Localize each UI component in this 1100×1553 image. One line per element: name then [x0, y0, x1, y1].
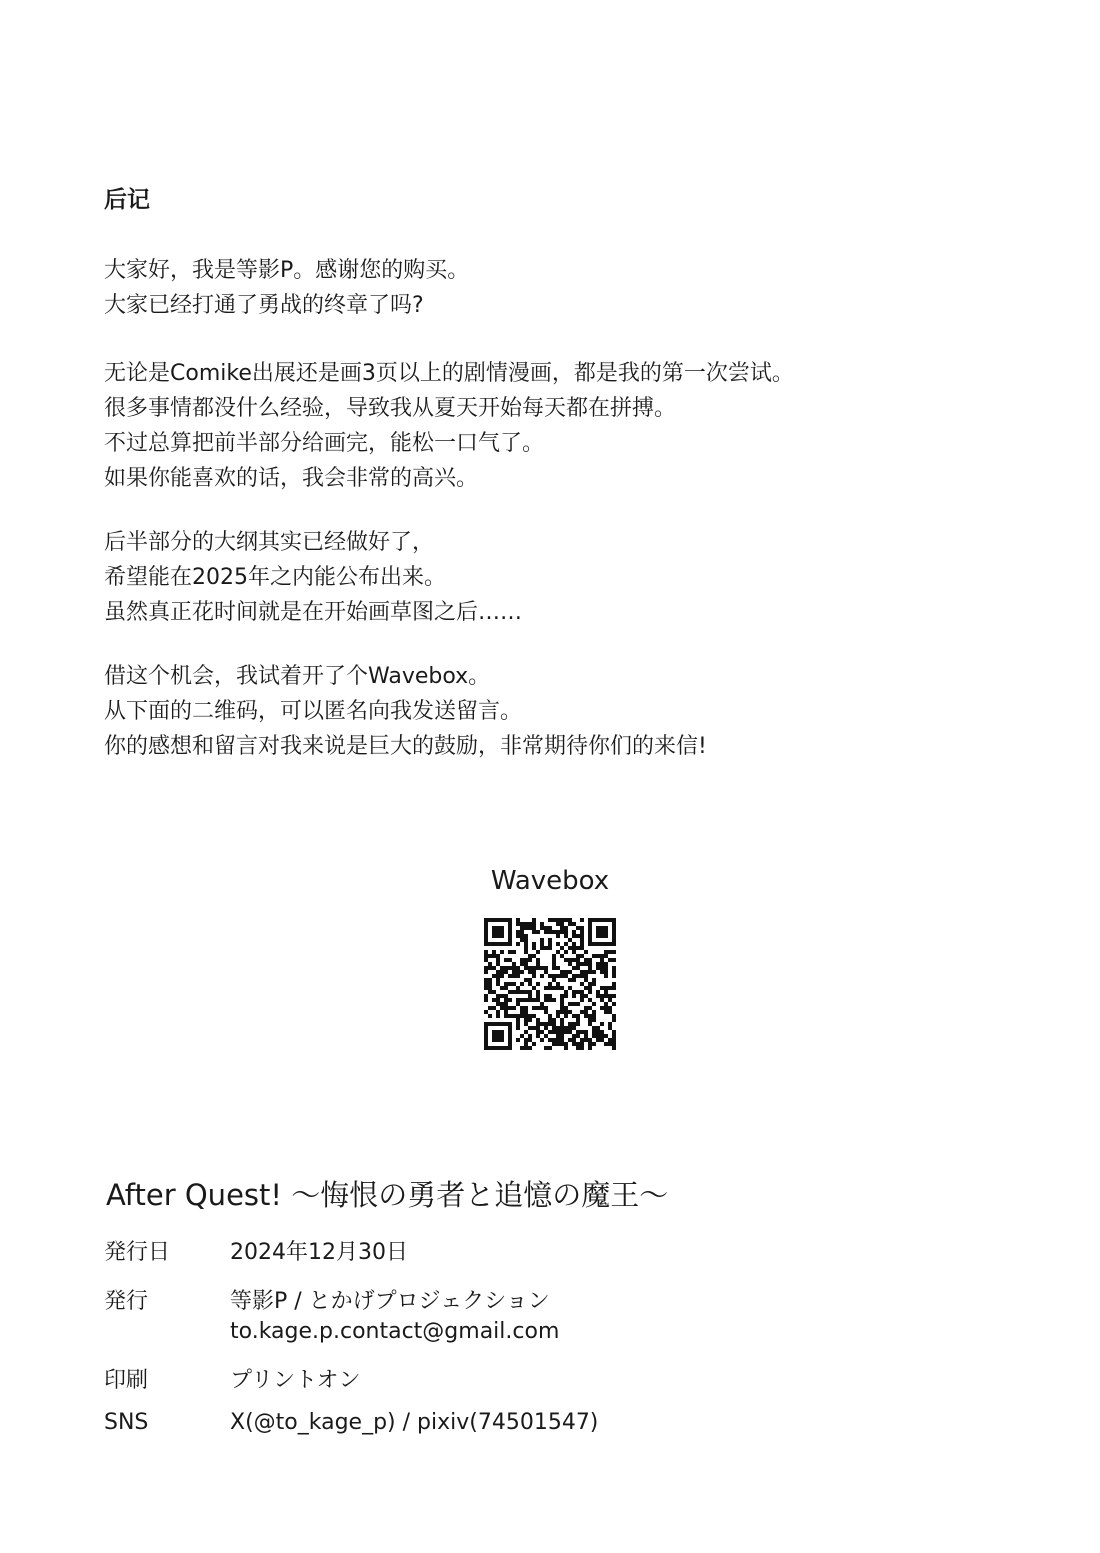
colophon-label: SNS [104, 1410, 149, 1435]
afterword-line: 借这个机会，我试着开了个Wavebox。 [104, 664, 491, 689]
colophon-title: After Quest! 〜悔恨の勇者と追憶の魔王〜 [106, 1178, 669, 1212]
afterword-line: 从下面的二维码，可以匿名向我发送留言。 [104, 699, 523, 724]
qr-label: Wavebox [490, 866, 610, 896]
afterword-line: 大家好，我是等影P。感谢您的购买。 [104, 258, 470, 283]
afterword-line: 希望能在2025年之内能公布出来。 [104, 565, 446, 590]
afterword-line: 你的感想和留言对我来说是巨大的鼓励，非常期待你们的来信! [104, 734, 707, 759]
afterword-line: 后半部分的大纲其实已经做好了， [104, 530, 435, 555]
publisher-name: 等影P / とかげプロジェクション [230, 1289, 550, 1314]
afterword-line: 很多事情都没什么经验，导致我从夏天开始每天都在拼搏。 [104, 396, 677, 421]
colophon-value: 2024年12月30日 [230, 1240, 408, 1265]
publisher-email[interactable]: to.kage.p.contact@gmail.com [230, 1319, 560, 1344]
colophon-label: 発行日 [104, 1240, 171, 1265]
afterword-line: 虽然真正花时间就是在开始画草图之后…… [104, 600, 523, 625]
wavebox-qr-code[interactable] [484, 918, 616, 1050]
colophon-label: 発行 [104, 1289, 149, 1314]
afterword-line: 如果你能喜欢的话，我会非常的高兴。 [104, 466, 479, 491]
afterword-paragraph [104, 525, 522, 630]
colophon-value: プリントオン [230, 1368, 361, 1393]
colophon-label: 印刷 [104, 1368, 149, 1393]
colophon-value: X(@to_kage_p) / pixiv(74501547) [230, 1410, 599, 1435]
qr-code-icon [484, 918, 616, 1050]
afterword-paragraph [104, 253, 469, 323]
colophon-value [230, 1287, 559, 1347]
afterword-heading: 后记 [104, 187, 150, 213]
afterword-line: 不过总算把前半部分给画完，能松一口气了。 [104, 431, 545, 456]
afterword-line: 大家已经打通了勇战的终章了吗? [104, 293, 424, 318]
afterword-line: 无论是Comike出展还是画3页以上的剧情漫画，都是我的第一次尝试。 [104, 361, 794, 386]
afterword-paragraph [104, 659, 707, 764]
afterword-paragraph [104, 356, 794, 496]
